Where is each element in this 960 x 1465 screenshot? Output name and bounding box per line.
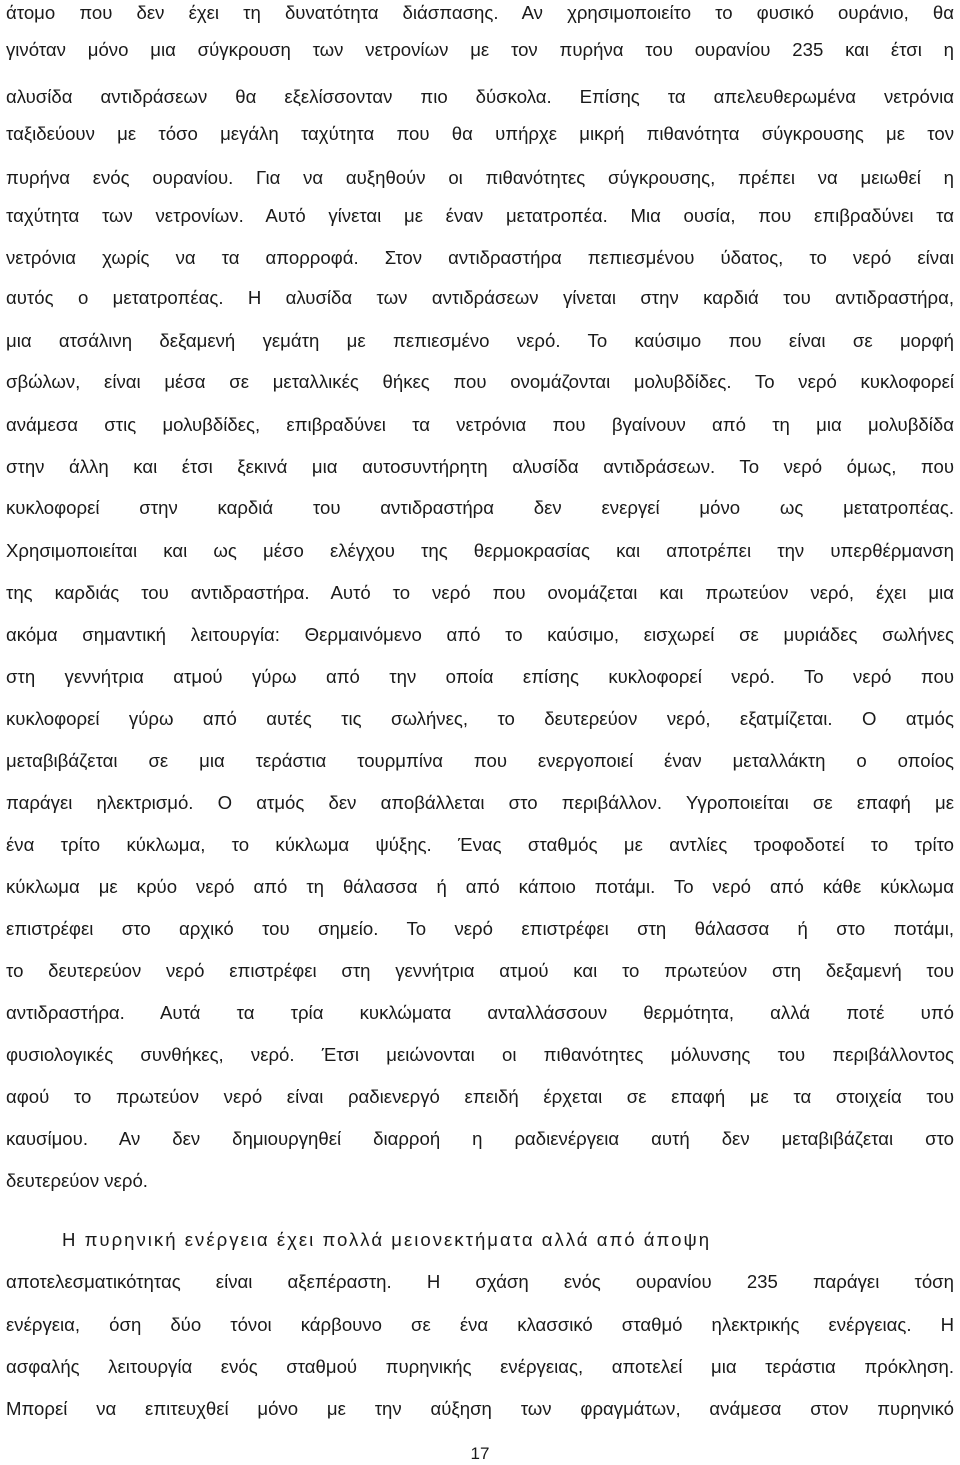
text-line: άτομο που δεν έχει τη δυνατότητα διάσπασης. Αν χρησιμοποιείτο το φυσικό ουράνιο, θα xyxy=(6,2,954,23)
text-line: Μπορεί να επιτευχθεί μόνο με την αύξηση των φραγμάτων, ανάμεσα στον πυρηνικό xyxy=(6,1398,954,1419)
text-line: ακόμα σημαντική λειτουργία: Θερμαινόμενο από το καύσιμο, εισχωρεί σε μυριάδες σωλήνες xyxy=(6,624,954,645)
text-line: παράγει ηλεκτρισμό. Ο ατμός δεν αποβάλλεται στο περιβάλλον. Υγροποιείται σε επαφή με xyxy=(6,792,954,813)
text-line: αλυσίδα αντιδράσεων θα εξελίσσονταν πιο δύσκολα. Επίσης τα απελευθερωμένα νετρόνια xyxy=(6,86,954,107)
text-line: ταχύτητα των νετρονίων. Αυτό γίνεται με έναν μετατροπέα. Μια ουσία, που επιβραδύνει τα xyxy=(6,205,954,226)
text-line: της καρδιάς του αντιδραστήρα. Αυτό το νερό που ονομάζεται και πρωτεύον νερό, έχει μια xyxy=(6,582,954,603)
text-line: αυτός ο μετατροπέας. Η αλυσίδα των αντιδράσεων γίνεται στην καρδιά του αντιδραστήρα, xyxy=(6,287,954,308)
text-line: στην άλλη και έτσι ξεκινά μια αυτοσυντήρητη αλυσίδα αντιδράσεων. Το νερό όμως, που xyxy=(6,456,954,477)
text-line: μια ατσάλινη δεξαμενή γεμάτη με πεπιεσμένο νερό. Το καύσιμο που είναι σε μορφή xyxy=(6,330,954,351)
text-line: κυκλοφορεί γύρω από αυτές τις σωλήνες, το δευτερεύον νερό, εξατμίζεται. Ο ατμός xyxy=(6,708,954,729)
text-line: σβώλων, είναι μέσα σε μεταλλικές θήκες που ονομάζονται μολυβδίδες. Το νερό κυκλοφορεί xyxy=(6,371,954,392)
text-line: γινόταν μόνο μια σύγκρουση των νετρονίων με τον πυρήνα του ουρανίου 235 και έτσι η xyxy=(6,39,954,60)
text-line: φυσιολογικές συνθήκες, νερό. Έτσι μειώνονται οι πιθανότητες μόλυνσης του περιβάλλοντος xyxy=(6,1044,954,1065)
page-number: 17 xyxy=(470,1444,490,1463)
text-line: ασφαλής λειτουργία ενός σταθμού πυρηνικής ενέργειας, αποτελεί μια τεράστια πρόκληση. xyxy=(6,1356,954,1377)
text-line: δευτερεύον νερό. xyxy=(6,1170,148,1191)
text-line: ενέργεια, όση δύο τόνοι κάρβουνο σε ένα κλασσικό σταθμό ηλεκτρικής ενέργειας. Η xyxy=(6,1314,954,1335)
text-line: αφού το πρωτεύον νερό είναι ραδιενεργό επειδή έρχεται σε επαφή με τα στοιχεία του xyxy=(6,1086,954,1107)
text-line: Χρησιμοποιείται και ως μέσο ελέγχου της θερμοκρασίας και αποτρέπει την υπερθέρμανση xyxy=(6,540,954,561)
text-line: μεταβιβάζεται σε μια τεράστια τουρμπίνα που ενεργοποιεί έναν μεταλλάκτη ο οποίος xyxy=(6,750,954,771)
text-line: ανάμεσα στις μολυβδίδες, επιβραδύνει τα νετρόνια που βγαίνουν από τη μια μολυβδίδα xyxy=(6,414,954,435)
text-line: το δευτερεύον νερό επιστρέφει στη γεννήτρια ατμού και το πρωτεύον στη δεξαμενή του xyxy=(6,960,954,981)
text-line: στη γεννήτρια ατμού γύρω από την οποία επίσης κυκλοφορεί νερό. Το νερό που xyxy=(6,666,954,687)
paragraph-first-line: Η πυρηνική ενέργεια έχει πολλά μειονεκτήματα αλλά από άποψη xyxy=(62,1229,712,1250)
text-line: καυσίμου. Αν δεν δημιουργηθεί διαρροή η ραδιενέργεια αυτή δεν μεταβιβάζεται στο xyxy=(6,1128,954,1149)
text-line: νετρόνια χωρίς να τα απορροφά. Στον αντιδραστήρα πεπιεσμένου ύδατος, το νερό είναι xyxy=(6,247,954,268)
text-line: κύκλωμα με κρύο νερό από τη θάλασσα ή από κάποιο ποτάμι. Το νερό από κάθε κύκλωμα xyxy=(6,876,954,897)
text-line: κυκλοφορεί στην καρδιά του αντιδραστήρα δεν ενεργεί μόνο ως μετατροπέας. xyxy=(6,497,954,518)
text-line: αντιδραστήρα. Αυτά τα τρία κυκλώματα ανταλλάσσουν θερμότητα, αλλά ποτέ υπό xyxy=(6,1002,954,1023)
text-line: αποτελεσματικότητας είναι αξεπέραστη. Η σχάση ενός ουρανίου 235 παράγει τόση xyxy=(6,1271,954,1292)
text-line: επιστρέφει στο αρχικό του σημείο. Το νερό επιστρέφει στη θάλασσα ή στο ποτάμι, xyxy=(6,918,954,939)
text-line: ένα τρίτο κύκλωμα, το κύκλωμα ψύξης. Ένας σταθμός με αντλίες τροφοδοτεί το τρίτο xyxy=(6,834,954,855)
text-line: πυρήνα ενός ουρανίου. Για να αυξηθούν οι πιθανότητες σύγκρουσης, πρέπει να μειωθεί η xyxy=(6,167,954,188)
text-line: ταξιδεύουν με τόσο μεγάλη ταχύτητα που θα υπήρχε μικρή πιθανότητα σύγκρουσης με τον xyxy=(6,123,954,144)
